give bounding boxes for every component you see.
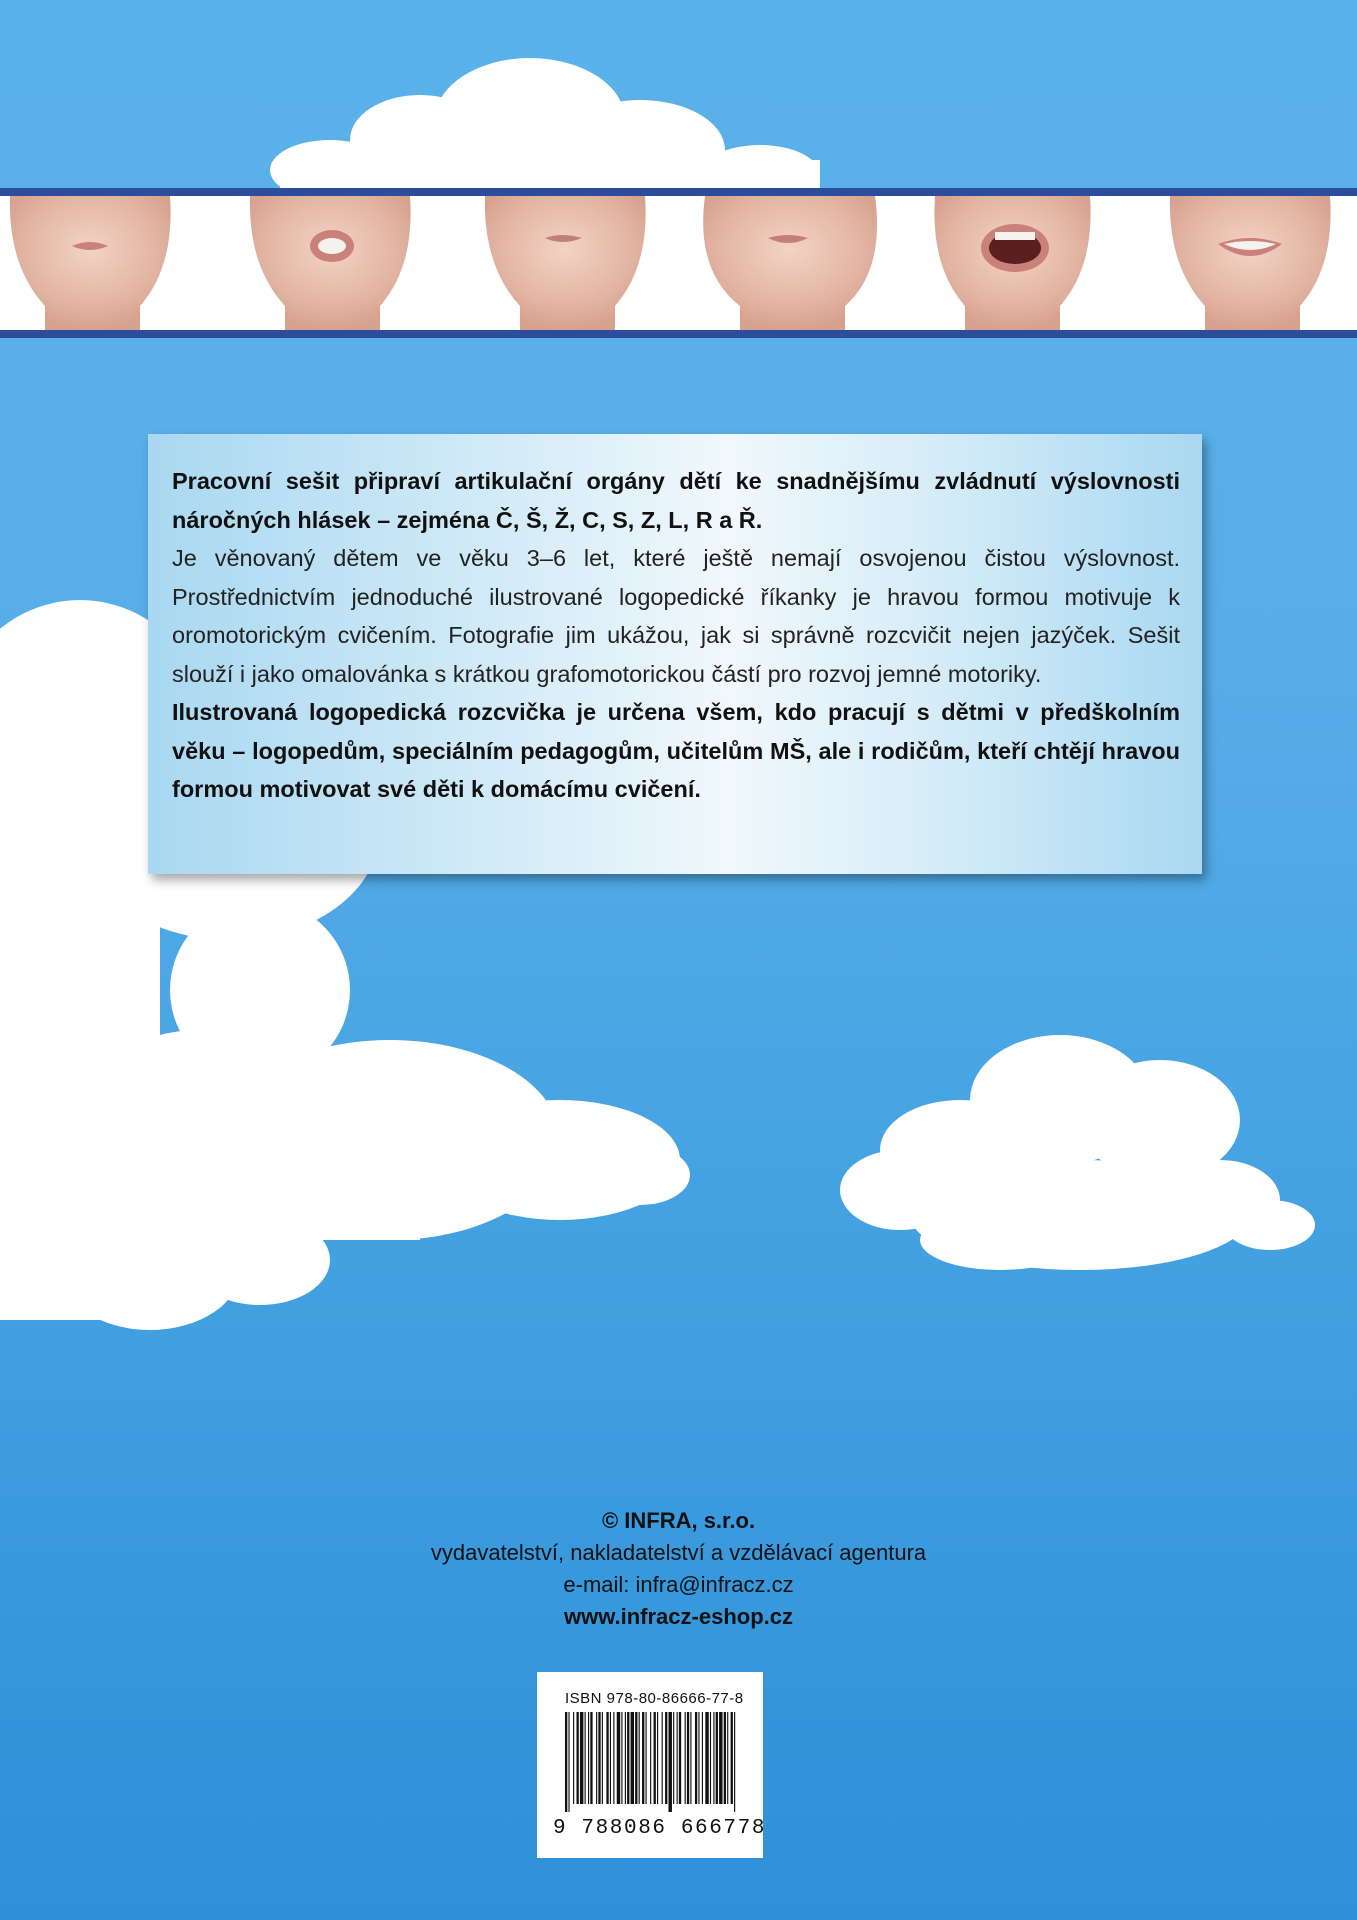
barcode-bar	[617, 1712, 620, 1804]
publisher-email: e-mail: infra@infracz.cz	[563, 1572, 794, 1597]
barcode-bar	[727, 1712, 728, 1804]
barcode-bar	[602, 1712, 603, 1804]
barcode-bar	[631, 1712, 634, 1804]
barcode-bar	[598, 1712, 600, 1804]
publisher-name: © INFRA, s.r.o.	[601, 1508, 756, 1533]
barcode-bar	[690, 1712, 691, 1804]
barcode-bar	[580, 1712, 583, 1804]
barcode-bar	[573, 1712, 574, 1804]
publisher-block	[0, 1505, 1357, 1633]
barcode-bars	[563, 1712, 738, 1812]
barcode-bar	[719, 1712, 722, 1804]
barcode-bar	[577, 1712, 579, 1804]
intro-paragraph: Pracovní sešit připraví artikulační orgány dětí ke snadnějšímu zvládnutí výslovnosti náročných hlásek – zejména Č, Š, Ž, C, S, Z, L, R a Ř.	[172, 468, 1180, 533]
barcode-bar	[568, 1712, 569, 1812]
face-photo-5	[934, 196, 1090, 330]
mouth-exercise-photos	[0, 196, 1357, 330]
isbn-label: ISBN 978-80-86666-77-8	[565, 1690, 744, 1707]
barcode-bar	[731, 1712, 733, 1804]
barcode-bar	[650, 1712, 651, 1804]
barcode-bar	[705, 1712, 708, 1804]
barcode-bar	[613, 1712, 614, 1804]
barcode-bar	[716, 1712, 718, 1804]
barcode-bar	[625, 1712, 626, 1804]
face-photo-1	[10, 196, 171, 330]
barcode-bar	[677, 1712, 678, 1804]
barcode-bar	[621, 1712, 622, 1804]
barcode-bar	[639, 1712, 640, 1804]
publisher-website: www.infracz-eshop.cz	[563, 1604, 793, 1629]
barcode-bar	[596, 1712, 597, 1804]
publisher-tagline: vydavatelství, nakladatelství a vzdělávací agentura	[430, 1540, 927, 1565]
barcode-bar	[657, 1712, 658, 1804]
barcode-bar	[713, 1712, 714, 1804]
face-photo-2	[250, 196, 411, 330]
face-photo-4	[703, 196, 877, 330]
barcode-bar	[590, 1712, 592, 1804]
barcode-bar	[565, 1712, 567, 1812]
barcode-bar	[606, 1712, 608, 1804]
barcode-bar	[702, 1712, 703, 1804]
barcode-bar	[724, 1712, 726, 1804]
barcode-bar	[669, 1712, 672, 1812]
barcode-bar	[673, 1712, 674, 1804]
barcode-bar	[654, 1712, 656, 1804]
top-cloud	[270, 58, 820, 205]
audience-paragraph: Ilustrovaná logopedická rozcvička je určena všem, kdo pracují s dětmi v předškolním věku – logopedům, speciálním pedagogům, učitelům MŠ, ale i rodičům, kteří chtějí hravou formou motivovat své děti k domácímu cvičení.	[172, 699, 1180, 802]
barcode-bar	[734, 1712, 735, 1812]
barcode-bar	[610, 1712, 611, 1804]
barcode-bar	[646, 1712, 647, 1804]
barcode-bar	[585, 1712, 586, 1804]
barcode-bar	[642, 1712, 644, 1804]
face-photo-6	[1170, 196, 1331, 330]
face-photo-3	[485, 196, 646, 330]
barcode-bar	[679, 1712, 681, 1804]
barcode-bar	[695, 1712, 697, 1804]
barcode-bar	[665, 1712, 667, 1804]
barcode-bar	[627, 1712, 629, 1804]
barcode-bar	[635, 1712, 637, 1804]
barcode-bar	[685, 1712, 686, 1804]
isbn-barcode	[537, 1672, 767, 1858]
barcode-bar	[662, 1712, 663, 1804]
right-cloud	[840, 1035, 1315, 1270]
description-paragraph: Je věnovaný dětem ve věku 3–6 let, které ještě nemají osvojenou čistou výslovnost. Prostřednictvím jednoduché ilustrované logopedické říkanky je hravou formou motivuje k oromotorickým cvičením. Fotografie jim ukážou, jak si správně rozcvičit nejen jazýček. Sešit slouží i jako omalovánka s krátkou grafomotorickou částí pro rozvoj jemné motoriky.	[172, 545, 1180, 687]
barcode-bar	[710, 1712, 711, 1804]
description-box	[148, 434, 1202, 874]
faces-strip	[0, 188, 1357, 338]
barcode-digits: 9 788086 666778	[553, 1817, 767, 1840]
barcode-bar	[698, 1712, 699, 1804]
barcode-bar	[588, 1712, 589, 1804]
barcode-bar	[687, 1712, 689, 1804]
